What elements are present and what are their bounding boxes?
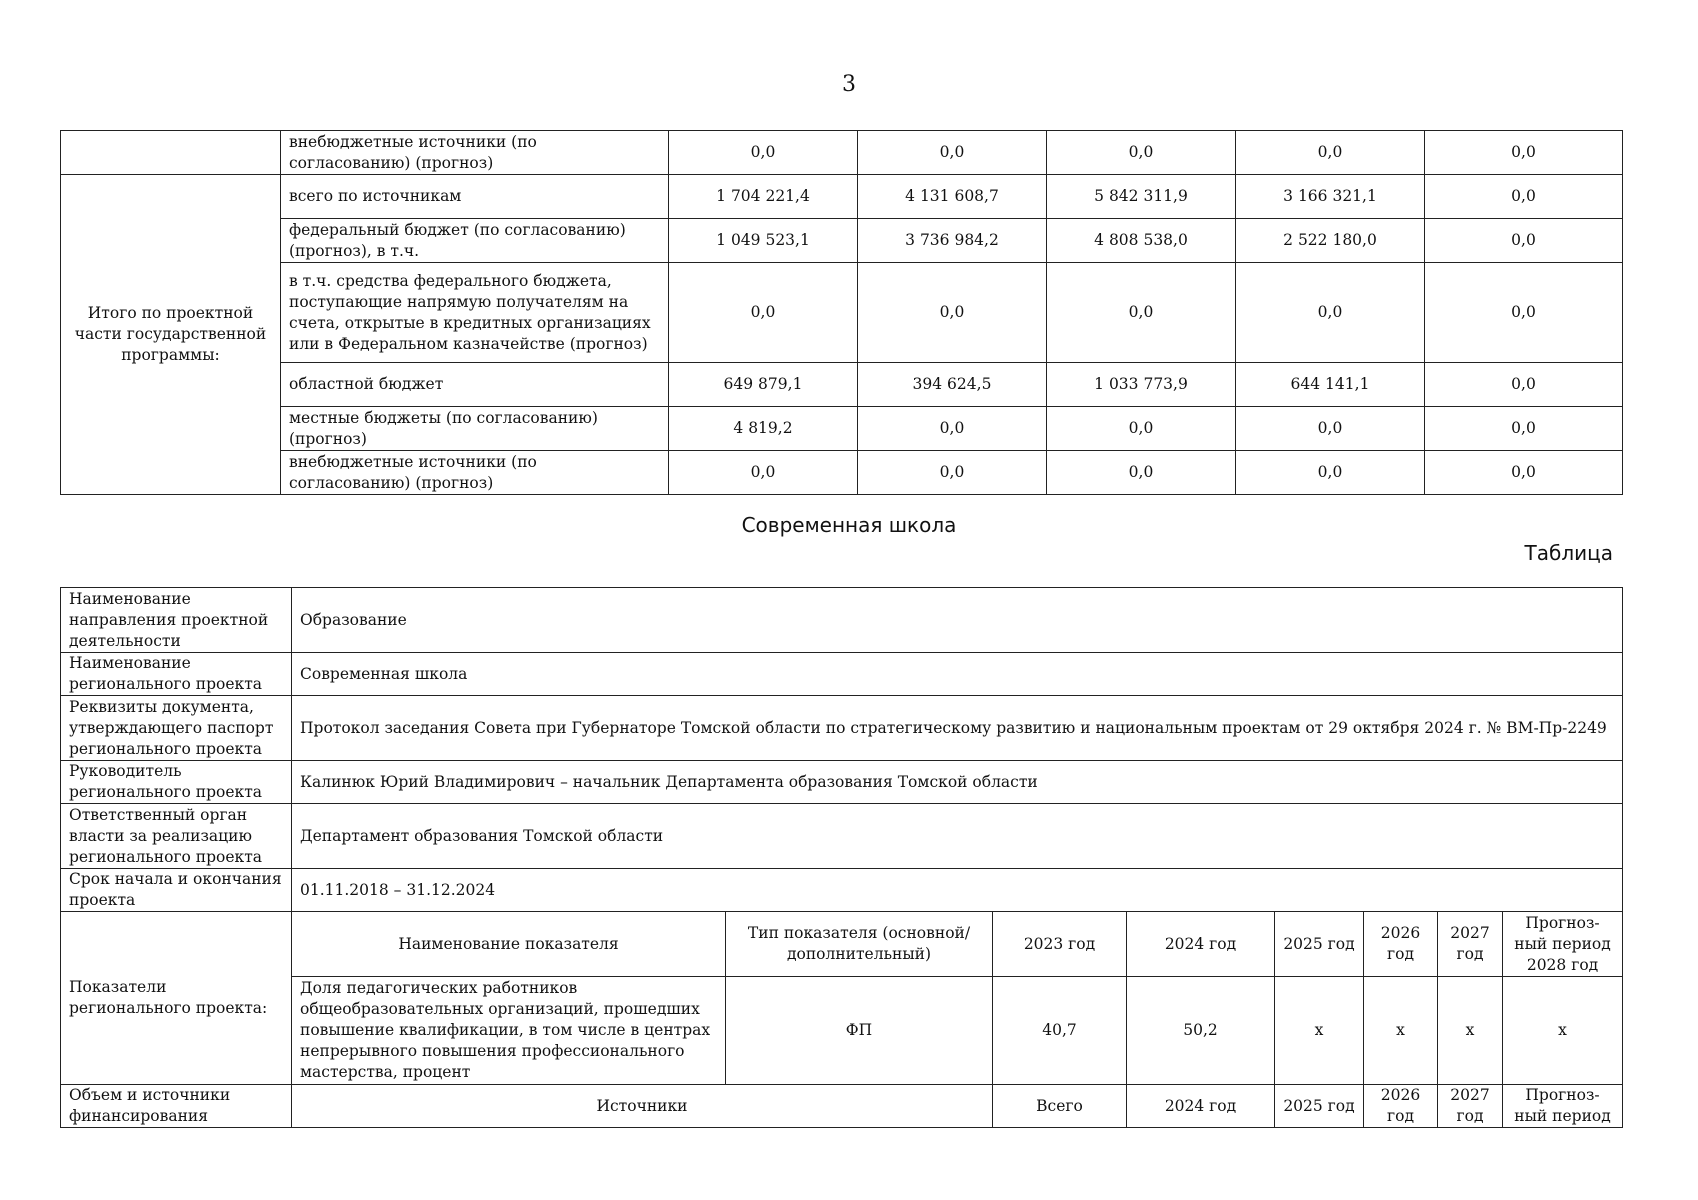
value-2027: x	[1438, 977, 1503, 1085]
group-label: Итого по проектной части государственной программы:	[61, 175, 281, 495]
value-cell: 0,0	[1425, 363, 1623, 407]
table-row	[61, 588, 1623, 653]
header-2024: 2024 год	[1127, 912, 1275, 977]
header-forecast: Прогноз-ный период 2028 год	[1503, 912, 1623, 977]
value-cell: 649 879,1	[669, 363, 858, 407]
row-label: в т.ч. средства федерального бюджета, поступающие напрямую получателям на счета, открытые в кредитных организациях или в Федеральном казначействе (прогноз)	[281, 263, 669, 363]
value-cell: 0,0	[1425, 451, 1623, 495]
value-cell: 0,0	[669, 263, 858, 363]
header-2027: 2027 год	[1438, 912, 1503, 977]
passport-label: Наименование регионального проекта	[61, 653, 292, 696]
value-cell: 0,0	[858, 451, 1047, 495]
table-row	[61, 696, 1623, 761]
value-cell: 0,0	[1236, 407, 1425, 451]
fin-header-2024: 2024 год	[1127, 1085, 1275, 1128]
header-2025: 2025 год	[1275, 912, 1364, 977]
value-cell: 3 736 984,2	[858, 219, 1047, 263]
value-cell: 0,0	[669, 131, 858, 175]
header-2023: 2023 год	[993, 912, 1127, 977]
row-label: федеральный бюджет (по согласованию) (прогноз), в т.ч.	[281, 219, 669, 263]
value-cell: 1 049 523,1	[669, 219, 858, 263]
value-2025: x	[1275, 977, 1364, 1085]
empty-cell	[61, 131, 281, 175]
value-cell: 2 522 180,0	[1236, 219, 1425, 263]
value-cell: 394 624,5	[858, 363, 1047, 407]
row-label: местные бюджеты (по согласованию) (прогноз)	[281, 407, 669, 451]
passport-value: Современная школа	[292, 653, 1623, 696]
passport-value: Департамент образования Томской области	[292, 804, 1623, 869]
table-row	[61, 804, 1623, 869]
project-passport-table	[60, 587, 1623, 1128]
passport-label: Наименование направления проектной деятельности	[61, 588, 292, 653]
value-cell: 0,0	[1425, 175, 1623, 219]
value-2026: x	[1364, 977, 1438, 1085]
table-row	[61, 363, 1623, 407]
value-cell: 0,0	[1236, 451, 1425, 495]
value-cell: 0,0	[1047, 451, 1236, 495]
fin-header-2025: 2025 год	[1275, 1085, 1364, 1128]
value-cell: 4 808 538,0	[1047, 219, 1236, 263]
value-cell: 0,0	[858, 407, 1047, 451]
table-row	[61, 219, 1623, 263]
value-cell: 0,0	[1236, 131, 1425, 175]
funding-summary-table	[60, 130, 1623, 495]
indicator-name: Доля педагогических работников общеобразовательных организаций, прошедших повышение квалификации, в том числе в центрах непрерывного повышения профессионального мастерства, процент	[292, 977, 726, 1085]
fin-header-forecast: Прогноз-ный период	[1503, 1085, 1623, 1128]
table-row	[61, 451, 1623, 495]
indicator-row	[61, 977, 1623, 1085]
value-forecast: x	[1503, 977, 1623, 1085]
value-cell: 644 141,1	[1236, 363, 1425, 407]
page-number: 3	[842, 72, 856, 97]
value-cell: 0,0	[1047, 263, 1236, 363]
row-label: всего по источникам	[281, 175, 669, 219]
value-cell: 1 704 221,4	[669, 175, 858, 219]
value-cell: 0,0	[1425, 219, 1623, 263]
value-cell: 4 131 608,7	[858, 175, 1047, 219]
table-row	[61, 131, 1623, 175]
row-label: областной бюджет	[281, 363, 669, 407]
value-cell: 1 033 773,9	[1047, 363, 1236, 407]
indicator-type: ФП	[726, 977, 993, 1085]
table-row	[61, 407, 1623, 451]
header-2026: 2026 год	[1364, 912, 1438, 977]
value-cell: 0,0	[1425, 131, 1623, 175]
passport-label: Ответственный орган власти за реализацию регионального проекта	[61, 804, 292, 869]
table-row	[61, 869, 1623, 912]
fin-header-2027: 2027 год	[1438, 1085, 1503, 1128]
table-row	[61, 175, 1623, 219]
section-title: Современная школа	[741, 513, 957, 537]
header-indicator-name: Наименование показателя	[292, 912, 726, 977]
table-row	[61, 761, 1623, 804]
header-sources: Источники	[292, 1085, 993, 1128]
row-label: внебюджетные источники (по согласованию) (прогноз)	[281, 131, 669, 175]
value-cell: 0,0	[858, 263, 1047, 363]
passport-value: Образование	[292, 588, 1623, 653]
value-cell: 0,0	[669, 451, 858, 495]
header-total: Всего	[993, 1085, 1127, 1128]
value-cell: 0,0	[1236, 263, 1425, 363]
financing-label: Объем и источники финансирования	[61, 1085, 292, 1128]
financing-header-row	[61, 1085, 1623, 1128]
fin-header-2026: 2026 год	[1364, 1085, 1438, 1128]
table-label: Таблица	[1524, 541, 1613, 565]
value-cell: 0,0	[1047, 131, 1236, 175]
indicator-header-row	[61, 912, 1623, 977]
passport-label: Реквизиты документа, утверждающего паспорт регионального проекта	[61, 696, 292, 761]
value-cell: 0,0	[1047, 407, 1236, 451]
value-cell: 0,0	[1425, 407, 1623, 451]
passport-label: Руководитель регионального проекта	[61, 761, 292, 804]
table-row	[61, 263, 1623, 363]
value-cell: 4 819,2	[669, 407, 858, 451]
passport-value: 01.11.2018 – 31.12.2024	[292, 869, 1623, 912]
value-cell: 0,0	[858, 131, 1047, 175]
value-cell: 3 166 321,1	[1236, 175, 1425, 219]
value-cell: 0,0	[1425, 263, 1623, 363]
table-row	[61, 653, 1623, 696]
indicators-label: Показатели регионального проекта:	[61, 912, 292, 1085]
value-cell: 5 842 311,9	[1047, 175, 1236, 219]
header-indicator-type: Тип показателя (основной/дополнительный)	[726, 912, 993, 977]
value-2023: 40,7	[993, 977, 1127, 1085]
value-2024: 50,2	[1127, 977, 1275, 1085]
passport-value: Протокол заседания Совета при Губернаторе Томской области по стратегическому развитию и национальным проектам от 29 октября 2024 г. № ВМ-Пр-2249	[292, 696, 1623, 761]
passport-label: Срок начала и окончания проекта	[61, 869, 292, 912]
row-label: внебюджетные источники (по согласованию) (прогноз)	[281, 451, 669, 495]
passport-value: Калинюк Юрий Владимирович – начальник Департамента образования Томской области	[292, 761, 1623, 804]
